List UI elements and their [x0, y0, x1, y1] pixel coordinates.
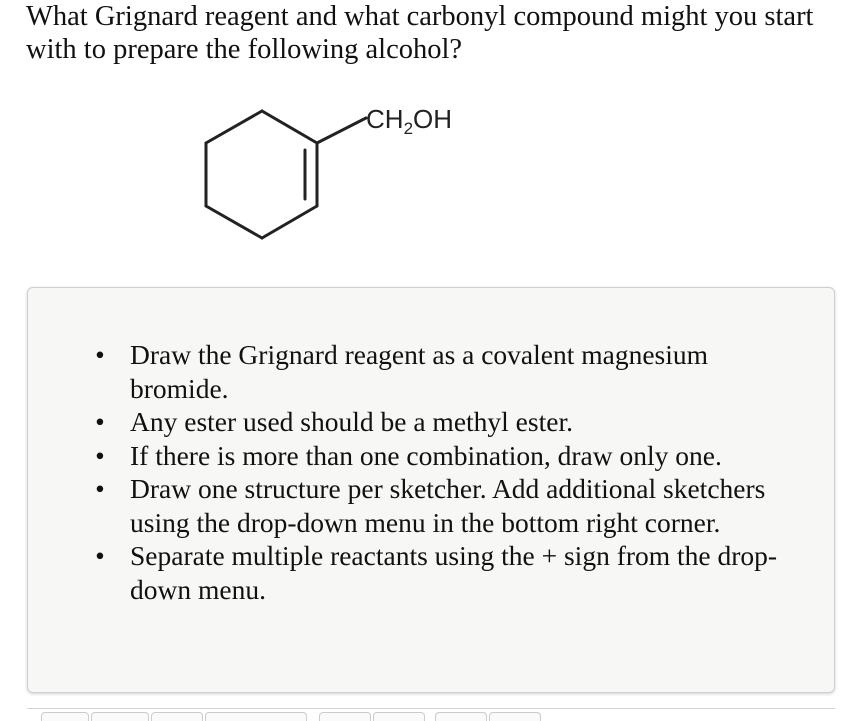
instruction-item [90, 539, 780, 606]
instruction-item [90, 439, 780, 473]
toolbar-tab[interactable] [319, 712, 371, 721]
instruction-text: Any ester used should be a methyl ester. [130, 406, 573, 437]
ring-bond-4 [206, 206, 262, 238]
ring-bond-3 [262, 206, 317, 238]
cyclohexenylmethanol-structure [190, 88, 490, 258]
instruction-text: If there is more than one combination, draw only one. [130, 439, 722, 471]
cyclohexene-ring [206, 111, 366, 238]
ch2oh-label [366, 104, 452, 138]
ch-text: CH [366, 104, 404, 134]
subscript-2: 2 [403, 119, 414, 138]
toolbar-tab[interactable] [205, 712, 307, 721]
toolbar-tab[interactable] [91, 712, 149, 721]
instructions-panel [27, 287, 835, 693]
ch2oh-bond [317, 118, 366, 143]
bullet-icon: • [95, 439, 105, 471]
instruction-text: Draw the Grignard reagent as a covalent magnesium bromide. [130, 339, 709, 404]
bullet-icon: • [95, 339, 105, 370]
instruction-item [90, 338, 780, 405]
instruction-text: Separate multiple reactants using the + sign from the drop-down menu. [130, 540, 778, 605]
toolbar-tab[interactable] [373, 712, 425, 721]
bullet-icon: • [95, 406, 105, 437]
instruction-text: Draw one structure per sketcher. Add additional sketchers using the drop-down menu in the bottom right corner. [130, 473, 766, 538]
toolbar-tab[interactable] [435, 712, 487, 721]
toolbar-tab[interactable] [489, 712, 541, 721]
toolbar-tab[interactable] [41, 712, 89, 721]
instruction-item [90, 472, 780, 539]
instruction-item [90, 405, 780, 439]
question-text: What Grignard reagent and what carbonyl compound might you start with to prepare the following alcohol? [26, 1, 814, 65]
toolbar-tab[interactable] [151, 712, 203, 721]
ring-bond-1 [262, 111, 317, 143]
ring-bond-6 [206, 111, 262, 143]
oh-text: OH [413, 104, 453, 134]
instructions-list [90, 338, 780, 606]
bullet-icon: • [95, 473, 105, 504]
bullet-icon: • [95, 540, 105, 571]
